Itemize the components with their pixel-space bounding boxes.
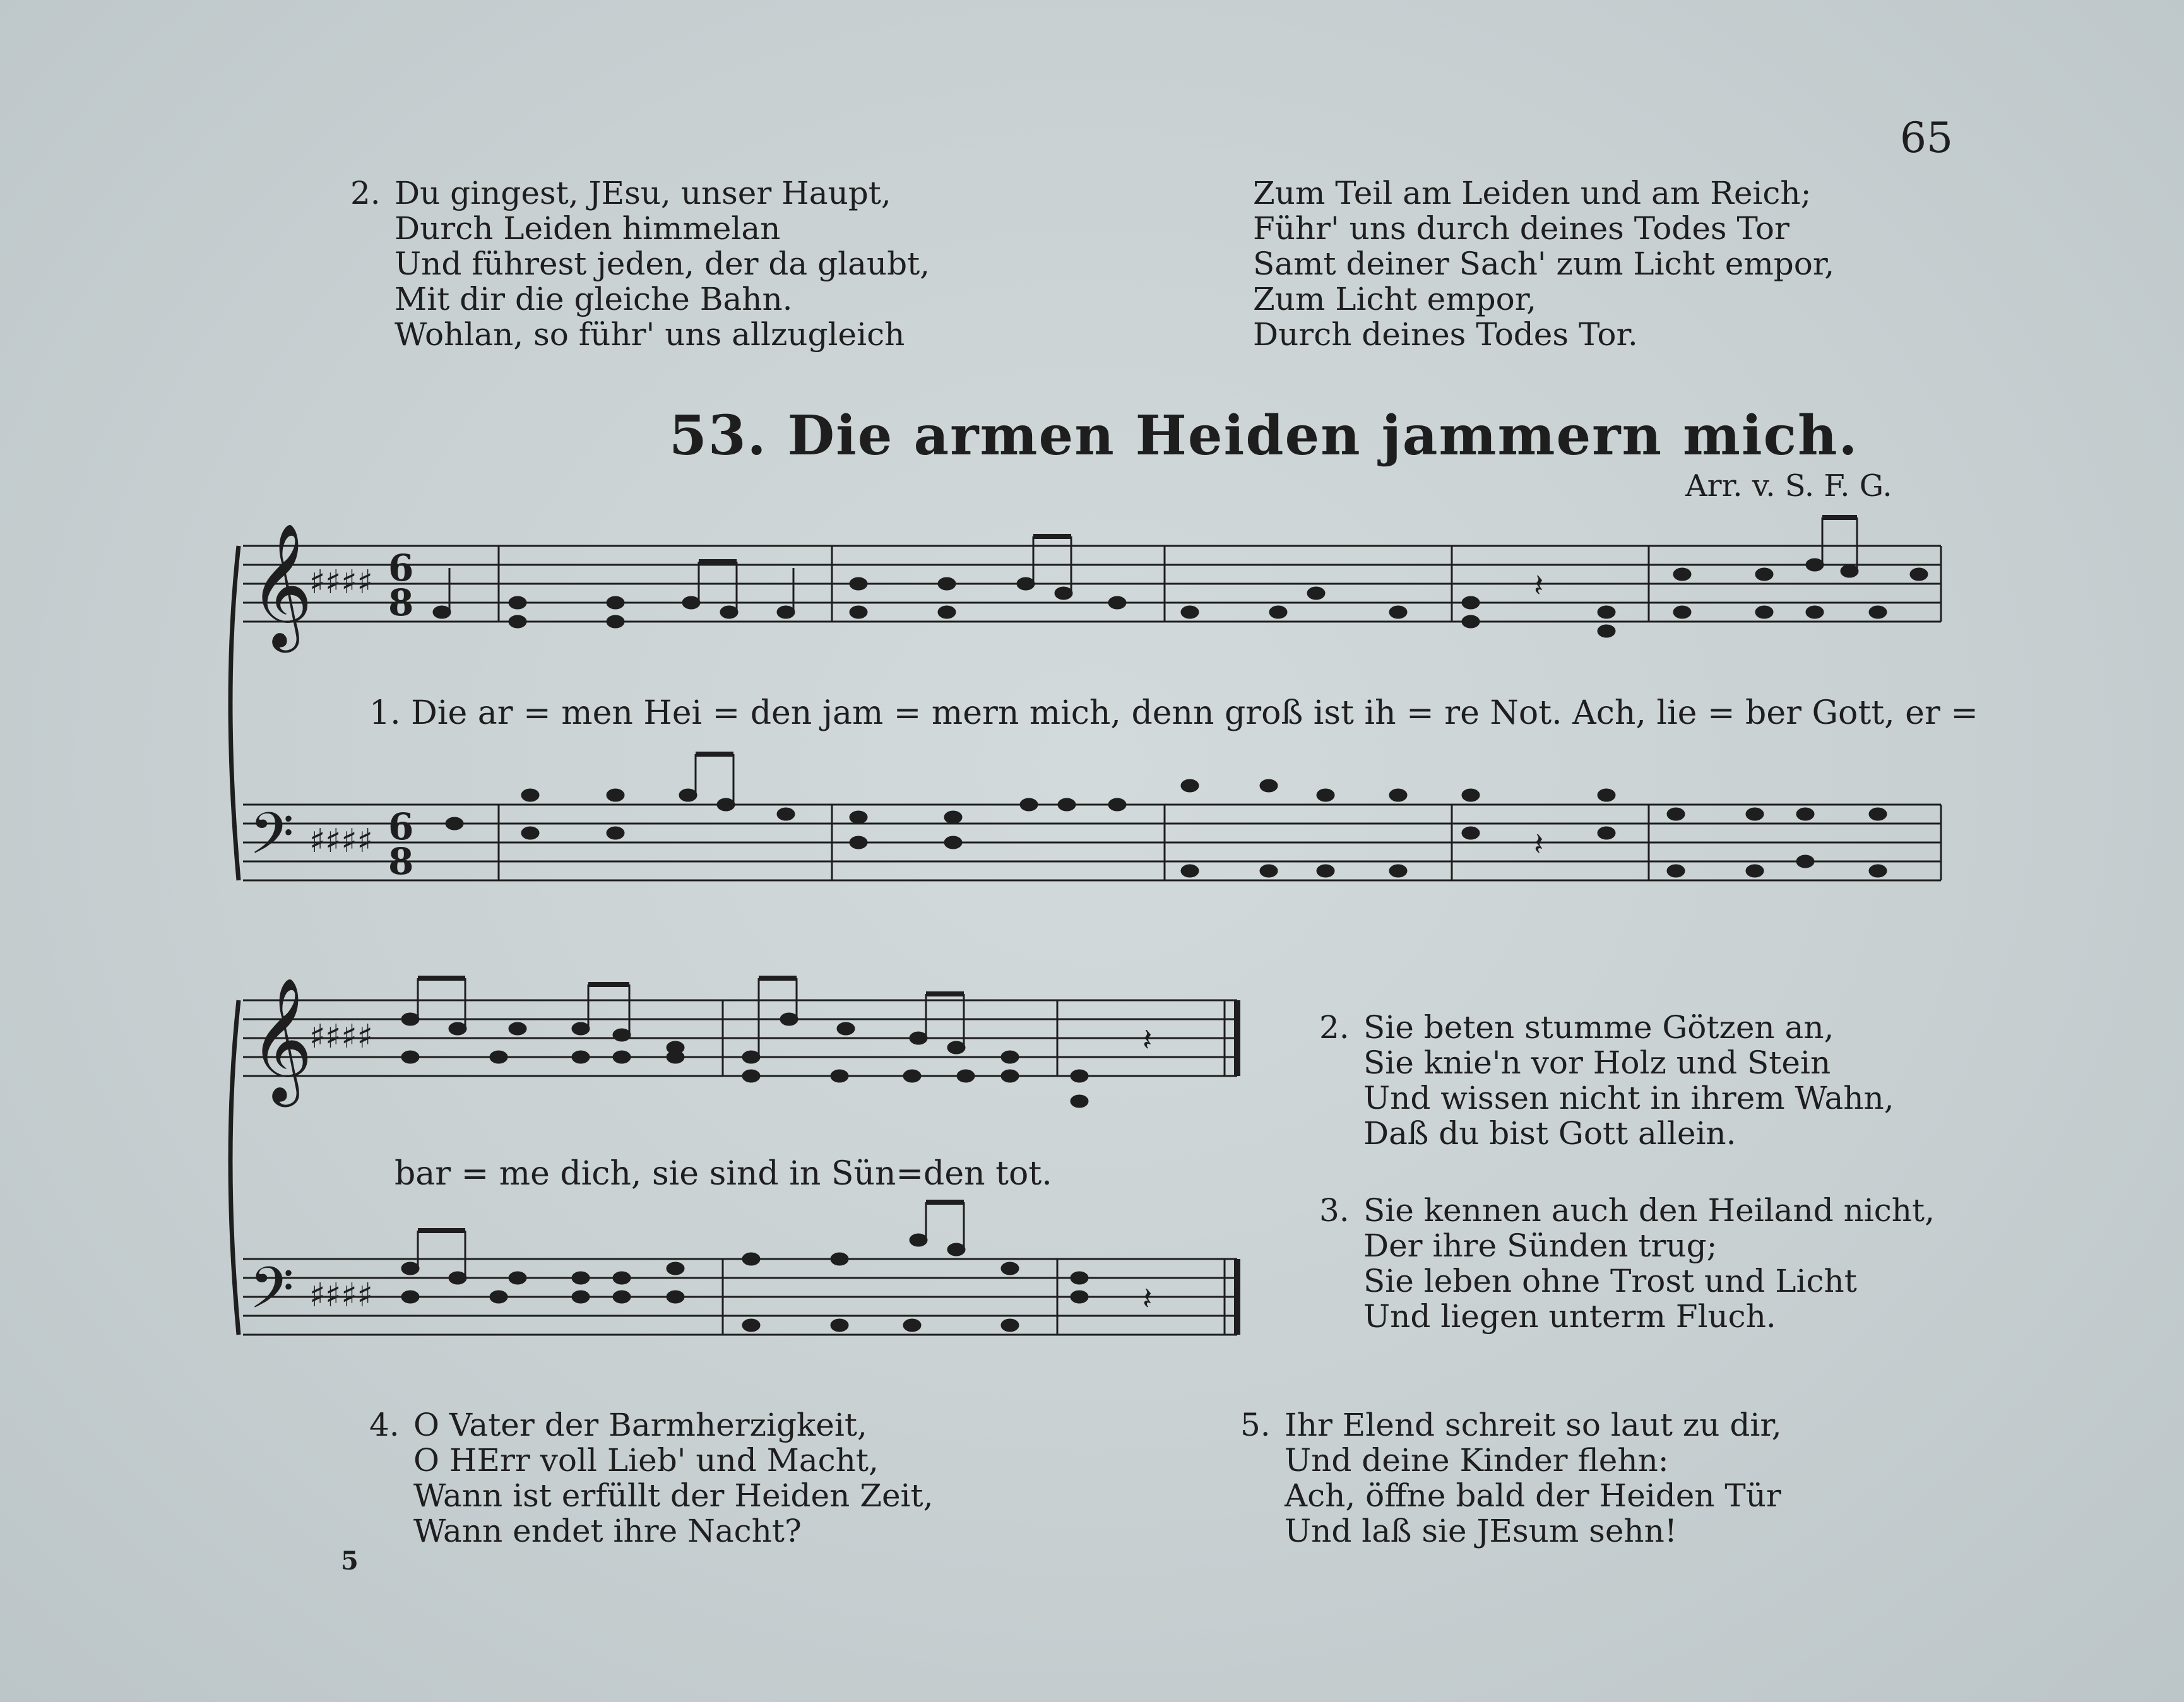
key-signature-sharps-icon: ♯♯♯♯ [309, 1277, 373, 1315]
verse-line: Sie beten stumme Götzen an, [1363, 1009, 1834, 1046]
bottom-verse-4 [369, 1407, 934, 1549]
verse-line: Sie kennen auch den Heiland nicht, [1363, 1192, 1935, 1229]
verse-line: Und deine Kinder flehn: [1285, 1442, 1669, 1479]
svg-text:8: 8 [388, 581, 414, 624]
verse-line: Und wissen nicht in ihrem Wahn, [1363, 1080, 1894, 1116]
verse-line: Daß du bist Gott allein. [1363, 1115, 1736, 1152]
verse-number: 5. [1240, 1407, 1271, 1443]
verse-line: Wohlan, so führ' uns allzugleich [395, 316, 905, 353]
verse-line: O Vater der Barmherzigkeit, [413, 1407, 867, 1443]
time-signature-icon: 6 [388, 547, 414, 589]
verse-line: Und laß sie JEsum sehn! [1285, 1513, 1677, 1549]
bottom-verse-5 [1240, 1407, 1782, 1549]
side-verse-3 [1319, 1193, 1935, 1334]
system-brace [230, 1000, 239, 1335]
time-signature-icon: 6 [388, 805, 414, 848]
arranger-credit: Arr. v. S. F. G. [1685, 468, 1892, 504]
treble-clef-icon: 𝄞 [249, 977, 313, 1102]
verse-line: Samt deiner Sach' zum Licht empor, [1253, 245, 1835, 282]
page-number: 65 [1900, 114, 1953, 162]
key-signature-sharps-icon: ♯♯♯♯ [309, 1018, 373, 1056]
verse-line: Sie leben ohne Trost und Licht [1363, 1263, 1857, 1299]
verse-line: Durch deines Todes Tor. [1253, 316, 1638, 353]
top-verse-number: 2. [350, 175, 381, 211]
bass-notes-2 [401, 1202, 1152, 1332]
verse-line: Ach, öffne bald der Heiden Tür [1285, 1477, 1781, 1514]
verse-line: Führ' uns durch deines Todes Tor [1253, 210, 1789, 247]
verse-line: O HErr voll Lieb' und Macht, [413, 1442, 879, 1479]
verse-line: Du gingest, JEsu, unser Haupt, [395, 175, 891, 211]
verse-number: 3. [1319, 1192, 1350, 1229]
rest-icon: 𝄽 [1534, 826, 1544, 863]
bass-clef-icon: 𝄢 [249, 1255, 294, 1335]
verse-number: 4. [369, 1407, 400, 1443]
rest-icon: 𝄽 [1142, 1280, 1153, 1317]
verse-number: 2. [1319, 1009, 1350, 1046]
verse-line: Wann endet ihre Nacht? [413, 1513, 802, 1549]
treble-notes-1 [433, 517, 1928, 637]
verse-line: Und führest jeden, der da glaubt, [395, 245, 930, 282]
bass-notes-1 [446, 754, 1887, 877]
treble-staff-2 [243, 1000, 1237, 1076]
rest-icon: 𝄽 [1534, 567, 1544, 604]
verse-line: Durch Leiden himmelan [395, 210, 781, 247]
lyrics-line-2: bar = me dich, sie sind in Sün=den tot. [395, 1155, 1052, 1193]
treble-clef-icon: 𝄞 [249, 523, 313, 647]
bass-staff-1 [243, 805, 1941, 880]
verse-line: Der ihre Sünden trug; [1363, 1227, 1718, 1264]
side-verse-2 [1319, 1010, 1894, 1151]
verse-line: Mit dir die gleiche Bahn. [395, 281, 793, 317]
verse-line: Zum Teil am Leiden und am Reich; [1253, 175, 1812, 211]
signature-mark: 5 [341, 1546, 359, 1576]
verse-line: Und liegen unterm Fluch. [1363, 1298, 1776, 1335]
verse-line: Sie knie'n vor Holz und Stein [1363, 1044, 1831, 1081]
treble-notes-2 [401, 978, 1152, 1108]
verse-line: Ihr Elend schreit so laut zu dir, [1285, 1407, 1782, 1443]
key-signature-sharps-icon: ♯♯♯♯ [309, 564, 373, 601]
bass-clef-icon: 𝄢 [249, 800, 294, 881]
rest-icon: 𝄽 [1142, 1022, 1153, 1058]
hymn-title: 53. Die armen Heiden jammern mich. [669, 404, 1859, 468]
verse-line: Wann ist erfüllt der Heiden Zeit, [413, 1477, 934, 1514]
svg-text:8: 8 [388, 840, 414, 883]
system-brace [230, 546, 239, 880]
lyrics-line-1: 1. Die ar = men Hei = den jam = mern mich, denn groß ist ih = re Not. Ach, lie = ber Gott, er = [369, 694, 1978, 732]
verse-line: Zum Licht empor, [1253, 281, 1537, 317]
key-signature-sharps-icon: ♯♯♯♯ [309, 822, 373, 860]
